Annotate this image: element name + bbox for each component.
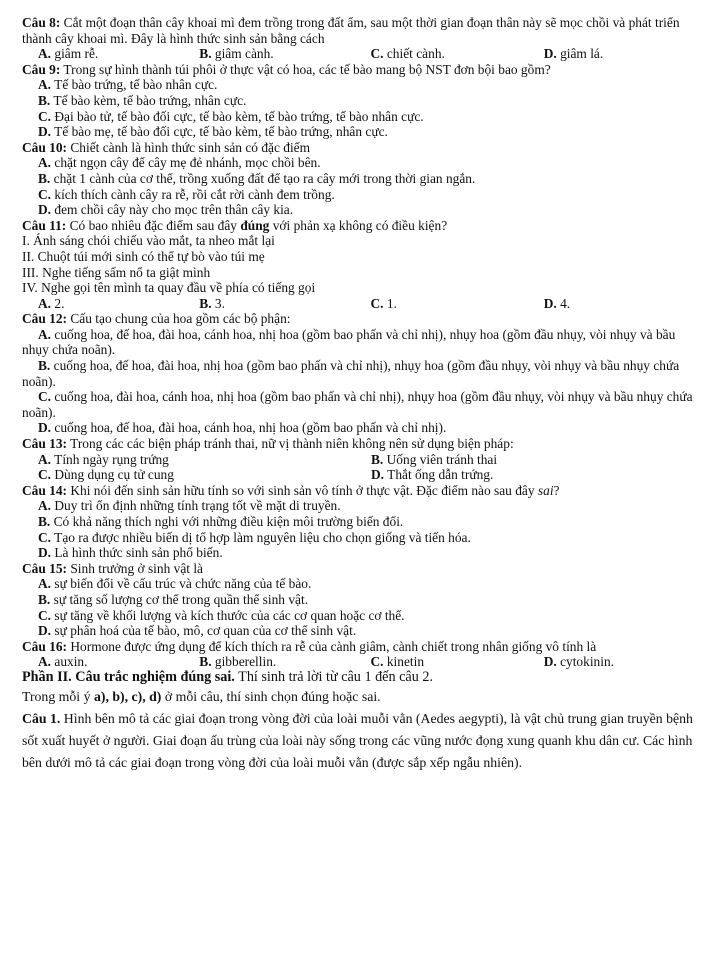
option-text: 2. <box>51 295 65 311</box>
option-label: B. <box>38 358 51 374</box>
option-text: chặt 1 cành của cơ thể, trồng xuống đất để tạo ra cây mới trong thời gian ngắn. <box>50 170 476 186</box>
question-emphasis: sai <box>537 482 554 498</box>
option-text: Tạo ra được nhiều biến dị tổ hợp làm nguyên liệu cho chọn giống và tiến hóa. <box>51 529 471 545</box>
option-a <box>38 77 693 93</box>
statement-1: I. Ánh sáng chói chiếu vào mắt, ta nheo mắt lại <box>22 233 275 249</box>
option-c <box>38 530 693 546</box>
option-a <box>22 327 693 358</box>
question-number: Câu 11: <box>22 217 67 233</box>
option-text: sự tăng về khối lượng và kích thước của các cơ quan hoặc cơ thể. <box>51 607 405 623</box>
option-d <box>544 46 693 62</box>
option-text: sự tăng số lượng cơ thể trong quần thể sinh vật. <box>50 591 309 607</box>
option-label: B. <box>371 451 384 467</box>
option-d <box>544 296 693 312</box>
option-text: Tế bào kèm, tế bào trứng, nhân cực. <box>50 92 247 108</box>
option-text: sự phân hoá của tế bào, mô, cơ quan của cơ thể sinh vật. <box>51 623 357 639</box>
option-a <box>38 296 199 312</box>
option-b <box>38 514 693 530</box>
instruction-emphasis: a), b), c), d) <box>93 688 162 704</box>
option-b <box>371 452 671 468</box>
option-d <box>371 467 671 483</box>
option-a <box>38 498 693 514</box>
option-b <box>199 296 370 312</box>
option-label: A. <box>38 77 52 93</box>
option-text: auxin. <box>51 654 88 670</box>
question-1-part2 <box>22 708 693 774</box>
option-label: A. <box>38 46 52 62</box>
option-text: Uống viên tránh thai <box>383 451 498 467</box>
question-number: Câu 8: <box>22 15 61 30</box>
question-text: Trong các các biện pháp tránh thai, nữ vị thành niên không nên sử dụng biện pháp: <box>67 436 514 452</box>
option-b <box>38 93 693 109</box>
option-label: D. <box>38 202 52 218</box>
option-c <box>38 109 693 125</box>
question-number: Câu 16: <box>22 638 68 654</box>
option-label: C. <box>38 108 52 124</box>
option-b <box>199 654 370 670</box>
answer-row <box>38 296 693 312</box>
answer-row <box>38 654 693 670</box>
option-d <box>22 420 693 436</box>
option-c <box>370 296 543 312</box>
option-text: Tính ngày rụng trứng <box>51 451 169 467</box>
instruction-part: ở mỗi câu, thí sinh chọn đúng hoặc sai. <box>161 688 381 704</box>
option-c <box>22 389 693 420</box>
option-label: D. <box>38 623 52 639</box>
option-text: giâm lá. <box>556 46 604 62</box>
option-c <box>38 467 371 483</box>
option-text: kích thích cành cây ra rễ, rồi cắt rời cành đem trồng. <box>51 186 335 202</box>
option-label: B. <box>38 170 51 186</box>
option-label: A. <box>38 576 52 592</box>
option-label: A. <box>38 451 52 467</box>
option-text: cuống hoa, đế hoa, đài hoa, nhị hoa (gồm bao phấn và chỉ nhị), nhụy hoa (gồm đầu nhụy, vòi nhụy và bầu nhụy chứa noãn). <box>22 358 680 389</box>
option-text: sự biến đổi về cấu trúc và chức năng của tế bào. <box>51 576 312 592</box>
section-title: Phần II. Câu trắc nghiệm đúng sai. <box>22 668 235 685</box>
option-label: A. <box>38 155 52 171</box>
option-text: 1. <box>383 295 397 311</box>
option-label: D. <box>371 467 385 483</box>
question-text-end: với phản xạ không có điều kiện? <box>269 217 448 233</box>
option-label: A. <box>38 326 52 342</box>
question-text: Khi nói đến sinh sản hữu tính so với sinh sản vô tính ở thực vật. Đặc điểm nào sau đây <box>67 482 538 498</box>
option-label: D. <box>38 124 52 140</box>
question-number: Câu 15: <box>22 560 68 576</box>
option-text: chiết cành. <box>383 46 445 62</box>
option-label: D. <box>38 545 52 561</box>
section-instruction: Thí sinh trả lời từ câu 1 đến câu 2. <box>234 668 433 685</box>
option-a <box>38 654 199 670</box>
option-text: Tế bào mẹ, tế bào đối cực, tế bào kèm, tế bào trứng, nhân cực. <box>51 124 388 140</box>
question-number: Câu 14: <box>22 482 68 498</box>
option-text: Duy trì ổn định những tính trạng tốt về mặt di truyền. <box>51 498 341 514</box>
option-label: B. <box>38 591 51 607</box>
question-13 <box>22 436 693 452</box>
option-text: Có khả năng thích nghi với những điều kiện môi trường biến đổi. <box>50 514 404 529</box>
question-number: Câu 12: <box>22 311 68 327</box>
question-number: Câu 13: <box>22 436 68 452</box>
option-text: Thắt ống dẫn trứng. <box>384 467 494 483</box>
option-d <box>544 654 693 670</box>
option-d <box>38 124 693 140</box>
question-9 <box>22 62 693 78</box>
option-a <box>38 155 693 171</box>
instruction-part: Trong mỗi ý <box>22 688 94 704</box>
option-label: C. <box>370 295 384 311</box>
option-text: 3. <box>211 295 225 311</box>
option-d <box>38 202 693 218</box>
question-15 <box>22 561 693 577</box>
option-text: giâm cành. <box>211 46 274 62</box>
option-text: Là hình thức sinh sản phổ biến. <box>51 545 223 561</box>
option-label: C. <box>38 389 52 405</box>
option-text: Dùng dụng cụ tử cung <box>51 467 174 483</box>
option-label: C. <box>38 186 52 202</box>
question-text: Chiết cành là hình thức sinh sản có đặc điểm <box>67 139 311 155</box>
option-label: A. <box>38 654 52 670</box>
question-14 <box>22 483 693 499</box>
option-c <box>370 46 543 62</box>
option-label: D. <box>543 46 557 62</box>
option-text: Tế bào trứng, tế bào nhân cực. <box>51 77 218 93</box>
option-text: cytokinin. <box>556 654 614 670</box>
option-label: C. <box>38 607 52 623</box>
question-11 <box>22 218 693 234</box>
option-text: kinetin <box>383 654 425 670</box>
answer-row <box>38 467 693 483</box>
option-label: B. <box>199 295 212 311</box>
option-text: 4. <box>556 295 571 311</box>
option-b <box>199 46 370 62</box>
question-number: Câu 1. <box>22 711 61 727</box>
option-label: C. <box>370 46 384 62</box>
option-text: chặt ngọn cây để cây mẹ đẻ nhánh, mọc chồi bên. <box>51 155 321 171</box>
option-a <box>38 576 693 592</box>
option-label: C. <box>38 529 52 545</box>
option-text: gibberellin. <box>211 654 277 670</box>
statement-2: II. Chuột túi mới sinh có thể tự bò vào túi mẹ <box>22 248 265 264</box>
question-text: Có bao nhiêu đặc điểm sau đây <box>66 217 241 233</box>
option-label: B. <box>199 46 212 62</box>
question-number: Câu 9: <box>22 61 61 77</box>
option-label: A. <box>38 498 52 514</box>
answer-row <box>38 452 693 468</box>
question-text: Hormone được ứng dụng để kích thích ra rễ của cành giâm, cành chiết trong nhân giống vô tính là <box>67 638 597 654</box>
question-text-end: ? <box>553 482 560 498</box>
option-b <box>22 358 693 389</box>
section-heading <box>22 670 693 686</box>
option-text: đem chồi cây này cho mọc trên thân cây kia. <box>51 202 294 218</box>
question-text: Cắt một đoạn thân cây khoai mì đem trồng trong đất ẩm, sau một thời gian đoạn thân này sẽ mọc chồi và phát triển thành cây khoai mì. Đây là hình thức sinh sản bằng cách <box>22 15 680 46</box>
option-text: Đại bào tử, tế bào đối cực, tế bào kèm, tế bào trứng, tế bào nhân cực. <box>51 108 424 124</box>
option-d <box>38 545 693 561</box>
statement-3: III. Nghe tiếng sấm nổ ta giật mình <box>22 264 211 280</box>
option-text: giâm rễ. <box>51 46 99 62</box>
question-text: Cấu tạo chung của hoa gồm các bộ phận: <box>67 311 291 327</box>
option-c <box>38 608 693 624</box>
question-8 <box>22 15 693 46</box>
statement-4: IV. Nghe gọi tên mình ta quay đầu về phía có tiếng gọi <box>22 280 316 296</box>
option-label: C. <box>38 467 52 483</box>
question-10 <box>22 140 693 156</box>
option-text: cuống hoa, đế hoa, đài hoa, cánh hoa, nhị hoa (gồm bao phấn và chỉ nhị). <box>51 420 447 436</box>
option-b <box>38 592 693 608</box>
option-a <box>38 452 371 468</box>
option-b <box>38 171 693 187</box>
option-label: A. <box>38 295 52 311</box>
question-text: Trong sự hình thành túi phôi ở thực vật có hoa, các tế bào mang bộ NST đơn bội bao gồm? <box>60 61 551 77</box>
option-d <box>38 623 693 639</box>
option-label: B. <box>199 654 212 670</box>
question-text: Sinh trưởng ở sinh vật là <box>67 560 203 576</box>
question-16 <box>22 639 693 655</box>
question-12 <box>22 311 693 327</box>
option-label: D. <box>38 420 52 436</box>
option-label: C. <box>370 654 384 670</box>
option-label: B. <box>38 92 51 108</box>
option-c <box>38 187 693 203</box>
option-label: D. <box>543 295 557 311</box>
option-text: cuống hoa, đế hoa, đài hoa, cánh hoa, nhị hoa (gồm bao phấn và chỉ nhị), nhụy hoa (gồm đầu nhụy, vòi nhụy và bầu nhụy chứa noãn). <box>22 326 676 358</box>
question-number: Câu 10: <box>22 139 68 155</box>
answer-row <box>38 46 693 62</box>
question-text: Hình bên mô tả các giai đoạn trong vòng đời của loài muỗi vằn (Aedes aegypti), là vật chủ trung gian truyền bệnh sốt xuất huyết ở người. Giai đoạn ấu trùng của loài này sống trong các vũng nước đọng xung quanh khu dân cư. Các hình bên dưới mô tả các giai đoạn trong vòng đời của loài muỗi vằn (được sắp xếp ngẫu nhiên). <box>22 711 693 771</box>
instruction-text <box>22 689 693 705</box>
option-c <box>370 654 543 670</box>
option-text: cuống hoa, đài hoa, cánh hoa, nhị hoa (gồm bao phấn và chỉ nhị), nhụy hoa (gồm đầu nhụy, vòi nhụy và bầu nhụy chứa noãn). <box>22 389 693 420</box>
question-emphasis: đúng <box>240 217 270 233</box>
option-label: D. <box>543 654 557 670</box>
option-a <box>38 46 199 62</box>
option-label: B. <box>38 514 51 529</box>
